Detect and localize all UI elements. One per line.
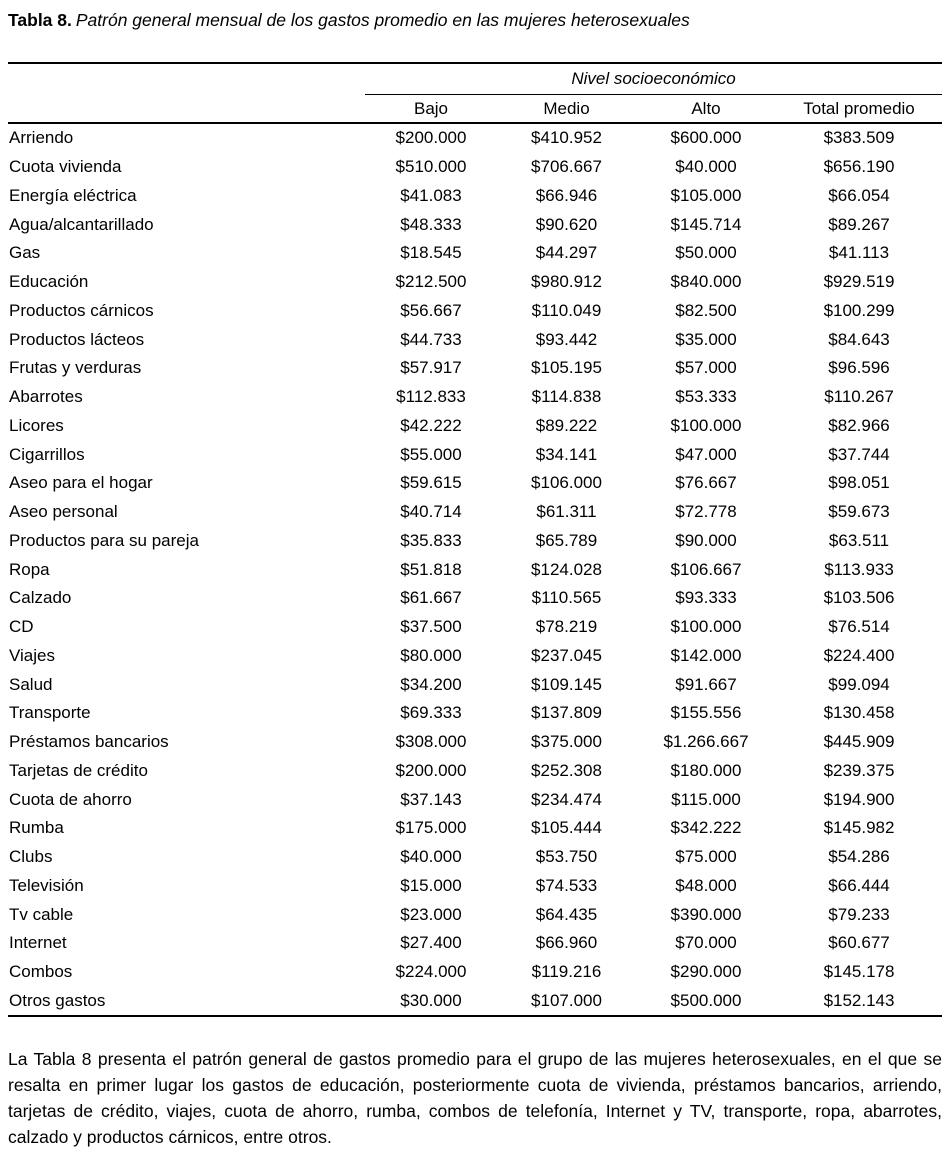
cell-value: $61.311 — [536, 502, 597, 522]
row-label: Salud — [9, 674, 53, 694]
table-row — [8, 872, 942, 901]
cell-value: $53.333 — [675, 387, 737, 407]
cell-value: $59.615 — [400, 473, 462, 493]
row-label: CD — [9, 617, 34, 637]
column-header: Total promedio — [776, 95, 942, 124]
cell-value: $145.714 — [670, 214, 742, 234]
cell-value: $65.789 — [535, 530, 598, 550]
table-row — [8, 670, 942, 699]
table-row — [8, 900, 942, 929]
cell-value: $410.952 — [531, 128, 602, 148]
corner-cell — [8, 63, 365, 95]
row-label: Productos cárnicos — [9, 300, 154, 320]
table-row — [8, 613, 942, 642]
row-label: Abarrotes — [9, 387, 83, 407]
cell-value: $56.667 — [400, 300, 462, 320]
cell-value: $66.946 — [535, 185, 598, 205]
row-label: Préstamos bancarios — [9, 732, 169, 752]
cell-value: $90.000 — [675, 530, 737, 550]
table-row — [8, 182, 942, 211]
cell-value: $239.375 — [823, 760, 895, 780]
row-label: Internet — [9, 933, 67, 953]
footer-paragraph: La Tabla 8 presenta el patrón general de gastos promedio para el grupo de las mujeres heterosexuales, en el que se resalta en primer lugar los gastos de educación, posteriormente cuota de vivienda, préstamos bancarios, arriendo, tarjetas de crédito, viajes, cuota de ahorro, rumba, combos de telefonía, Internet y TV, transporte, ropa, abarrotes, calzado y productos cárnicos, entre otros. — [8, 1049, 942, 1148]
cell-value: $53.750 — [535, 847, 598, 867]
table-row — [8, 929, 942, 958]
cell-value: $500.000 — [670, 990, 742, 1010]
cell-value: $57.917 — [400, 358, 462, 378]
table-row — [8, 354, 942, 383]
cell-value: $63.511 — [828, 530, 890, 550]
cell-value: $99.094 — [828, 674, 890, 694]
cell-value: $180.000 — [670, 760, 742, 780]
cell-value: $66.960 — [535, 933, 598, 953]
expenses-table — [8, 62, 942, 1017]
cell-value: $100.000 — [670, 415, 742, 435]
table-row — [8, 383, 942, 412]
cell-value: $34.141 — [535, 444, 598, 464]
table-row — [8, 469, 942, 498]
column-header: Medio — [497, 95, 636, 124]
cell-value: $113.933 — [824, 559, 894, 579]
cell-value: $40.000 — [675, 157, 737, 177]
cell-value: $109.145 — [531, 674, 602, 694]
cell-value: $155.556 — [670, 703, 742, 723]
cell-value: $93.442 — [535, 329, 598, 349]
cell-value: $42.222 — [400, 415, 462, 435]
row-label: Televisión — [9, 875, 84, 895]
cell-value: $50.000 — [675, 243, 737, 263]
row-label: Educación — [9, 272, 89, 292]
cell-value: $105.195 — [531, 358, 602, 378]
cell-value: $70.000 — [675, 933, 737, 953]
row-label: Productos para su pareja — [9, 530, 199, 550]
cell-value: $119.216 — [531, 962, 602, 982]
cell-value: $105.000 — [670, 185, 742, 205]
row-label: Otros gastos — [9, 990, 106, 1010]
cell-value: $96.596 — [828, 358, 890, 378]
row-label: Rumba — [9, 818, 64, 838]
row-label: Agua/alcantarillado — [9, 214, 154, 234]
cell-value: $76.667 — [675, 473, 737, 493]
cell-value: $76.514 — [828, 617, 890, 637]
table-row — [8, 843, 942, 872]
cell-value: $89.222 — [535, 415, 598, 435]
row-label: Clubs — [9, 847, 53, 867]
cell-value: $74.533 — [535, 875, 598, 895]
cell-value: $84.643 — [828, 329, 890, 349]
cell-value: $91.667 — [675, 674, 737, 694]
cell-value: $145.178 — [823, 962, 895, 982]
cell-value: $383.509 — [823, 128, 895, 148]
cell-value: $600.000 — [670, 128, 742, 148]
cell-value: $106.667 — [670, 559, 742, 579]
cell-value: $75.000 — [675, 847, 737, 867]
table-row — [8, 785, 942, 814]
row-label: Aseo para el hogar — [9, 473, 153, 493]
table-row — [8, 584, 942, 613]
cell-value: $37.143 — [400, 789, 462, 809]
cell-value: $41.113 — [828, 243, 890, 263]
cell-value: $124.028 — [531, 559, 602, 579]
cell-value: $107.000 — [531, 990, 602, 1010]
row-label: Viajes — [9, 645, 55, 665]
cell-value: $66.054 — [828, 185, 890, 205]
cell-value: $51.818 — [400, 559, 462, 579]
cell-value: $224.400 — [823, 645, 895, 665]
row-label: Tv cable — [9, 904, 74, 924]
cell-value: $30.000 — [400, 990, 462, 1010]
cell-value: $90.620 — [535, 214, 598, 234]
cell-value: $89.267 — [828, 214, 890, 234]
cell-value: $80.000 — [400, 645, 462, 665]
row-label: Arriendo — [9, 128, 74, 148]
cell-value: $79.233 — [828, 904, 890, 924]
table-row — [8, 268, 942, 297]
cell-value: $47.000 — [675, 444, 737, 464]
cell-value: $137.809 — [531, 703, 602, 723]
cell-value: $390.000 — [670, 904, 742, 924]
row-label: Licores — [9, 415, 64, 435]
row-label: Energía eléctrica — [9, 185, 137, 205]
row-label: Productos lácteos — [9, 329, 145, 349]
cell-value: $145.982 — [823, 818, 895, 838]
table-row — [8, 987, 942, 1017]
cell-value: $194.900 — [823, 789, 895, 809]
cell-value: $200.000 — [395, 760, 467, 780]
table-row — [8, 814, 942, 843]
cell-value: $105.444 — [531, 818, 602, 838]
cell-value: $37.500 — [400, 617, 462, 637]
cell-value: $1.266.667 — [663, 732, 749, 752]
cell-value: $106.000 — [531, 473, 602, 493]
table-row — [8, 123, 942, 153]
cell-value: $55.000 — [400, 444, 462, 464]
table-row — [8, 498, 942, 527]
row-label: Calzado — [9, 588, 72, 608]
cell-value: $34.200 — [400, 674, 462, 694]
cell-value: $656.190 — [823, 157, 895, 177]
cell-value: $93.333 — [675, 588, 737, 608]
cell-value: $175.000 — [395, 818, 467, 838]
cell-value: $445.909 — [823, 732, 895, 752]
cell-value: $23.000 — [400, 904, 462, 924]
cell-value: $66.444 — [828, 875, 890, 895]
row-label: Cuota de ahorro — [9, 789, 132, 809]
cell-value: $152.143 — [823, 990, 895, 1010]
table-body — [8, 123, 942, 1016]
cell-value: $37.744 — [828, 444, 890, 464]
cell-value: $929.519 — [823, 272, 895, 292]
row-label: Gas — [9, 243, 41, 263]
cell-value: $706.667 — [531, 157, 602, 177]
label-column-header — [8, 95, 365, 124]
row-label: Ropa — [9, 559, 50, 579]
cell-value: $114.838 — [531, 387, 602, 407]
cell-value: $100.000 — [670, 617, 742, 637]
cell-value: $82.500 — [675, 300, 737, 320]
cell-value: $98.051 — [828, 473, 890, 493]
cell-value: $48.000 — [675, 875, 737, 895]
cell-value: $200.000 — [395, 128, 467, 148]
row-label: Cuota vivienda — [9, 157, 122, 177]
row-label: Combos — [9, 962, 73, 982]
cell-value: $78.219 — [535, 617, 598, 637]
cell-value: $82.966 — [828, 415, 890, 435]
cell-value: $100.299 — [823, 300, 895, 320]
table-row — [8, 153, 942, 182]
row-label: Cigarrillos — [9, 444, 85, 464]
table-row — [8, 527, 942, 556]
cell-value: $35.833 — [400, 530, 462, 550]
cell-value: $342.222 — [670, 818, 742, 838]
cell-value: $40.000 — [400, 847, 462, 867]
cell-value: $40.714 — [400, 502, 462, 522]
cell-value: $224.000 — [395, 962, 467, 982]
cell-value: $212.500 — [395, 272, 467, 292]
column-header: Bajo — [365, 95, 497, 124]
cell-value: $237.045 — [531, 645, 602, 665]
cell-value: $510.000 — [395, 157, 467, 177]
cell-value: $840.000 — [670, 272, 742, 292]
cell-value: $48.333 — [400, 214, 462, 234]
cell-value: $110.565 — [531, 588, 602, 608]
cell-value: $61.667 — [400, 588, 462, 608]
cell-value: $103.506 — [823, 588, 895, 608]
cell-value: $41.083 — [400, 185, 462, 205]
table-row — [8, 958, 942, 987]
cell-value: $44.297 — [535, 243, 598, 263]
row-label: Aseo personal — [9, 502, 118, 522]
cell-value: $57.000 — [675, 358, 737, 378]
cell-value: $18.545 — [400, 243, 462, 263]
table-row — [8, 297, 942, 326]
table-row — [8, 555, 942, 584]
cell-value: $64.435 — [535, 904, 598, 924]
cell-value: $69.333 — [400, 703, 462, 723]
cell-value: $72.778 — [675, 502, 737, 522]
cell-value: $60.677 — [828, 933, 890, 953]
table-row — [8, 699, 942, 728]
row-label: Frutas y verduras — [9, 358, 142, 378]
column-header-row — [8, 95, 942, 124]
cell-value: $35.000 — [675, 329, 737, 349]
cell-value: $15.000 — [400, 875, 462, 895]
column-header: Alto — [636, 95, 776, 124]
table-row — [8, 325, 942, 354]
cell-value: $375.000 — [531, 732, 602, 752]
cell-value: $110.267 — [824, 387, 894, 407]
table-caption-text: Patrón general mensual de los gastos promedio en las mujeres heterosexuales — [75, 10, 690, 30]
cell-value: $234.474 — [531, 789, 602, 809]
table-row — [8, 412, 942, 441]
cell-value: $27.400 — [400, 933, 462, 953]
group-header-row — [8, 63, 942, 95]
cell-value: $130.458 — [823, 703, 895, 723]
table-row — [8, 239, 942, 268]
cell-value: $290.000 — [670, 962, 742, 982]
cell-value: $142.000 — [670, 645, 742, 665]
table-row — [8, 757, 942, 786]
cell-value: $308.000 — [395, 732, 467, 752]
cell-value: $980.912 — [531, 272, 602, 292]
table-row — [8, 210, 942, 239]
cell-value: $44.733 — [400, 329, 462, 349]
cell-value: $59.673 — [828, 502, 890, 522]
row-label: Transporte — [9, 703, 91, 723]
cell-value: $54.286 — [828, 847, 890, 867]
table-row — [8, 642, 942, 671]
cell-value: $110.049 — [531, 300, 602, 320]
table-row — [8, 728, 942, 757]
cell-value: $112.833 — [396, 387, 466, 407]
table-row — [8, 440, 942, 469]
row-label: Tarjetas de crédito — [9, 760, 148, 780]
table-caption-number: Tabla 8. — [8, 10, 72, 30]
cell-value: $115.000 — [671, 789, 741, 809]
group-header: Nivel socioeconómico — [365, 63, 942, 95]
table-caption — [8, 9, 942, 31]
cell-value: $252.308 — [531, 760, 602, 780]
